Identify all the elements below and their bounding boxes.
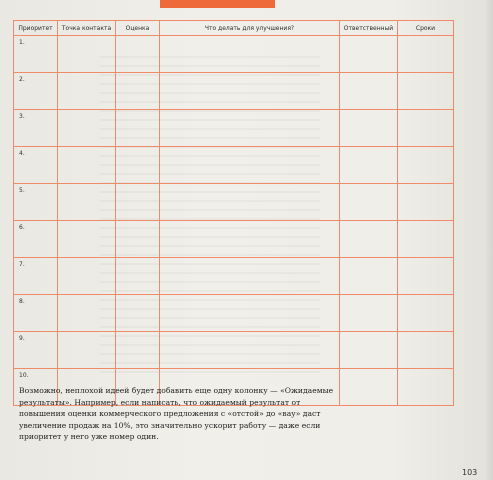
table-cell[interactable] xyxy=(58,36,116,73)
table-cell[interactable] xyxy=(58,221,116,258)
table-cell[interactable] xyxy=(340,184,398,221)
table-row xyxy=(14,258,454,295)
improvement-table xyxy=(13,20,454,406)
table-row xyxy=(14,110,454,147)
table-cell[interactable] xyxy=(340,36,398,73)
table-cell[interactable] xyxy=(58,295,116,332)
table-cell[interactable] xyxy=(116,36,160,73)
table-row xyxy=(14,332,454,369)
table-cell[interactable] xyxy=(398,73,454,110)
table-cell[interactable] xyxy=(340,221,398,258)
row-number: 4. xyxy=(14,147,58,184)
table-cell[interactable] xyxy=(116,258,160,295)
table-cell[interactable] xyxy=(160,221,340,258)
table-cell[interactable] xyxy=(58,184,116,221)
row-number: 1. xyxy=(14,36,58,73)
header-improvement: Что делать для улучшения? xyxy=(160,21,340,36)
table-cell[interactable] xyxy=(340,295,398,332)
table-cell[interactable] xyxy=(340,147,398,184)
row-number: 10. xyxy=(14,369,58,406)
row-number: 7. xyxy=(14,258,58,295)
row-number: 2. xyxy=(14,73,58,110)
table-cell[interactable] xyxy=(340,258,398,295)
table-cell[interactable] xyxy=(116,73,160,110)
header-responsible: Ответственный xyxy=(340,21,398,36)
table-cell[interactable] xyxy=(116,147,160,184)
table-cell[interactable] xyxy=(58,147,116,184)
table-cell[interactable] xyxy=(398,36,454,73)
table-cell[interactable] xyxy=(116,295,160,332)
table-row xyxy=(14,295,454,332)
table-cell[interactable] xyxy=(340,73,398,110)
row-number: 3. xyxy=(14,110,58,147)
table-cell[interactable] xyxy=(116,184,160,221)
accent-bar xyxy=(160,0,275,8)
table-cell[interactable] xyxy=(398,332,454,369)
body-paragraph: Возможно, неплохой идеей будет добавить еще одну колонку — «Ожидаемые результаты». Например, если написать, что ожидаемый результат от повышения оценки коммерческого предложения с «отстой» до «вау» даст увеличение продаж на 10%, это значительно ускорит работу — даже если приоритет у него уже номер один. xyxy=(19,386,334,442)
row-number: 9. xyxy=(14,332,58,369)
table-cell[interactable] xyxy=(398,221,454,258)
table-cell[interactable] xyxy=(160,295,340,332)
table-cell[interactable] xyxy=(58,258,116,295)
table-row xyxy=(14,36,454,73)
table-header-row xyxy=(14,21,454,36)
page-number: 103 xyxy=(462,468,478,477)
row-number: 5. xyxy=(14,184,58,221)
table-row xyxy=(14,147,454,184)
table-cell[interactable] xyxy=(160,73,340,110)
table-row xyxy=(14,184,454,221)
header-touchpoint: Точка контакта xyxy=(58,21,116,36)
table-cell[interactable] xyxy=(398,369,454,406)
table-cell[interactable] xyxy=(340,332,398,369)
table-cell[interactable] xyxy=(398,184,454,221)
table-cell[interactable] xyxy=(160,147,340,184)
table-cell[interactable] xyxy=(58,110,116,147)
table-cell[interactable] xyxy=(398,258,454,295)
row-number: 6. xyxy=(14,221,58,258)
table-cell[interactable] xyxy=(398,295,454,332)
table-cell[interactable] xyxy=(160,184,340,221)
table-row xyxy=(14,221,454,258)
table-cell[interactable] xyxy=(116,221,160,258)
table-cell[interactable] xyxy=(58,73,116,110)
row-number: 8. xyxy=(14,295,58,332)
table-cell[interactable] xyxy=(340,110,398,147)
table-cell[interactable] xyxy=(398,110,454,147)
table-cell[interactable] xyxy=(160,110,340,147)
page-edge-shadow xyxy=(485,0,493,480)
header-priority: Приоритет xyxy=(14,21,58,36)
header-score: Оценка xyxy=(116,21,160,36)
table-cell[interactable] xyxy=(160,36,340,73)
table-row xyxy=(14,73,454,110)
table-cell[interactable] xyxy=(398,147,454,184)
table-cell[interactable] xyxy=(116,332,160,369)
header-deadline: Сроки xyxy=(398,21,454,36)
table-cell[interactable] xyxy=(160,332,340,369)
table-cell[interactable] xyxy=(58,332,116,369)
table-cell[interactable] xyxy=(116,110,160,147)
table-cell[interactable] xyxy=(160,258,340,295)
